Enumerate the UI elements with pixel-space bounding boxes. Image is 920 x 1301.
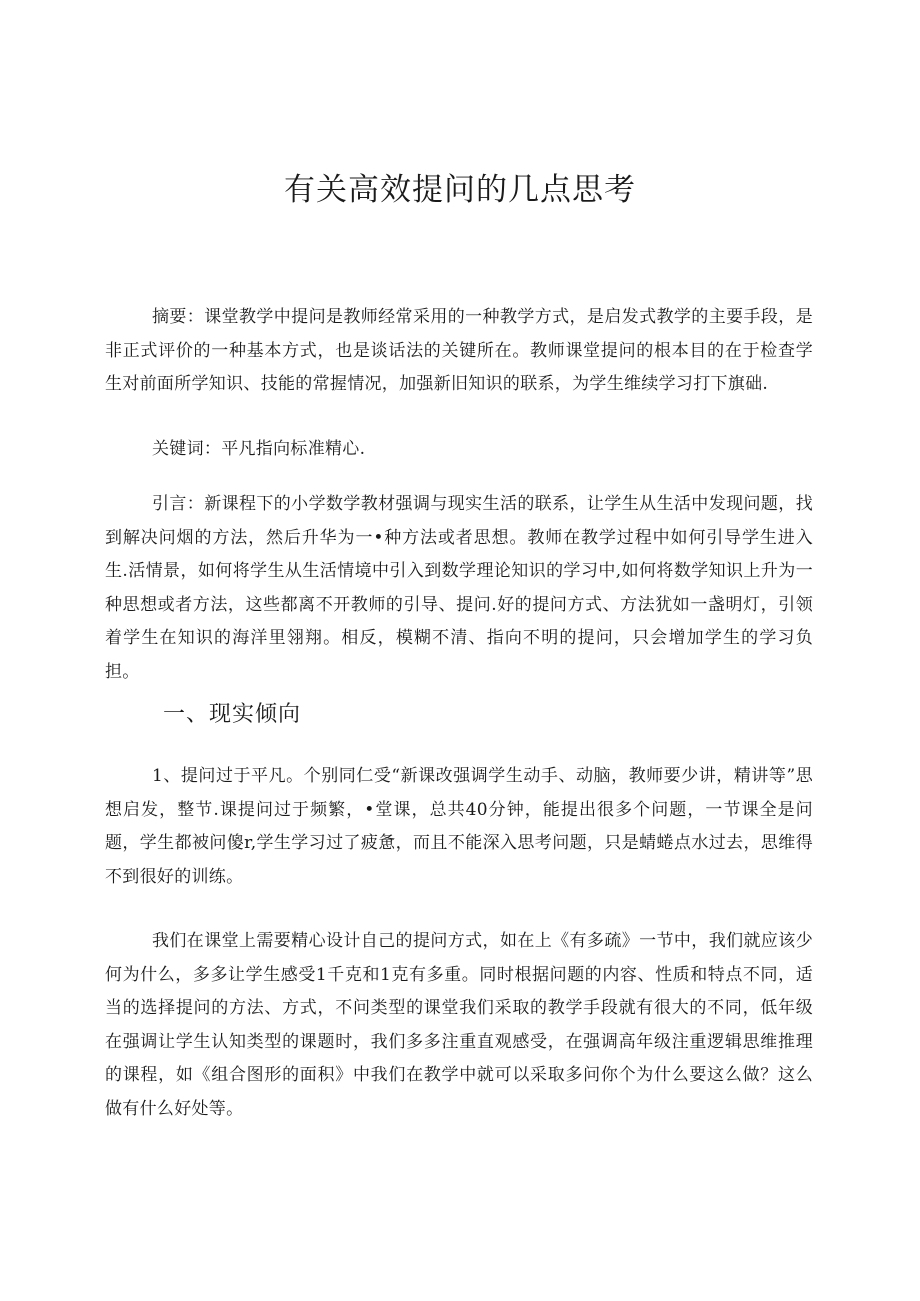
keywords-paragraph: 关键词：平凡指向标准精心. xyxy=(152,439,366,459)
document-title: 有关高效提问的几点思考 xyxy=(284,172,636,208)
point-1-paragraph: 1、提问过于平凡。个别同仁受“新课改强调学生动手、动脑，教师要少讲，精讲等”思想启发，整节.课提问过于频繁，•堂课，总共40分钟，能提出很多个问题，一节课全是问题，学生都被问傻r,学生学习过了疲惫，而且不能深入思考问题，只是蜻蜷点水过去，思维得不到很好的训练。 xyxy=(105,766,813,887)
abstract-paragraph: 摘要：课堂教学中提问是教师经常采用的一种教学方式，是启发式教学的主要手段，是非正式评价的一种基本方式，也是谈话法的关键所在。教师课堂提问的根本目的在于检查学生对前面所学知识、技能的常握情况，加强新旧知识的联系，为学生维续学习打下旗础. xyxy=(105,307,813,394)
intro-paragraph: 引言：新课程下的小学数学教材强调与现实生活的联系，让学生从生活中发现问题，找到解决问烟的方法，然后升华为一•种方法或者思想。教师在教学过程中如何引导学生进入生.活情景，如何将学生从生活情境中引入到数学理论知识的学习中,如何将数学知识上升为一种思想或者方法，这些都离不开教师的引导、提问.好的提问方式、方法犹如一盏明灯，引领着学生在知识的海洋里翎翔。相反，模糊不清、指向不明的提问，只会增加学生的学习负担。 xyxy=(105,494,813,682)
section-heading: 一、现实倾向 xyxy=(163,702,302,727)
body-paragraph: 我们在课堂上需要精心设计自己的提问方式，如在上《有多疏》一节中，我们就应该少何为什么，多多让学生感受1千克和1克有多重。同时根据问题的内容、性质和特点不同，适当的选择提问的方法、方式，不问类型的课堂我们采取的教学手段就有很大的不同，低年级在强调让学生认知类型的课题时，我们多多注重直观感受，在强调高年级注重逻辑思维推理的课程，如《组合图形的面积》中我们在教学中就可以采取多问你个为什么要这么做？这么做有什么好处等。 xyxy=(105,931,813,1119)
